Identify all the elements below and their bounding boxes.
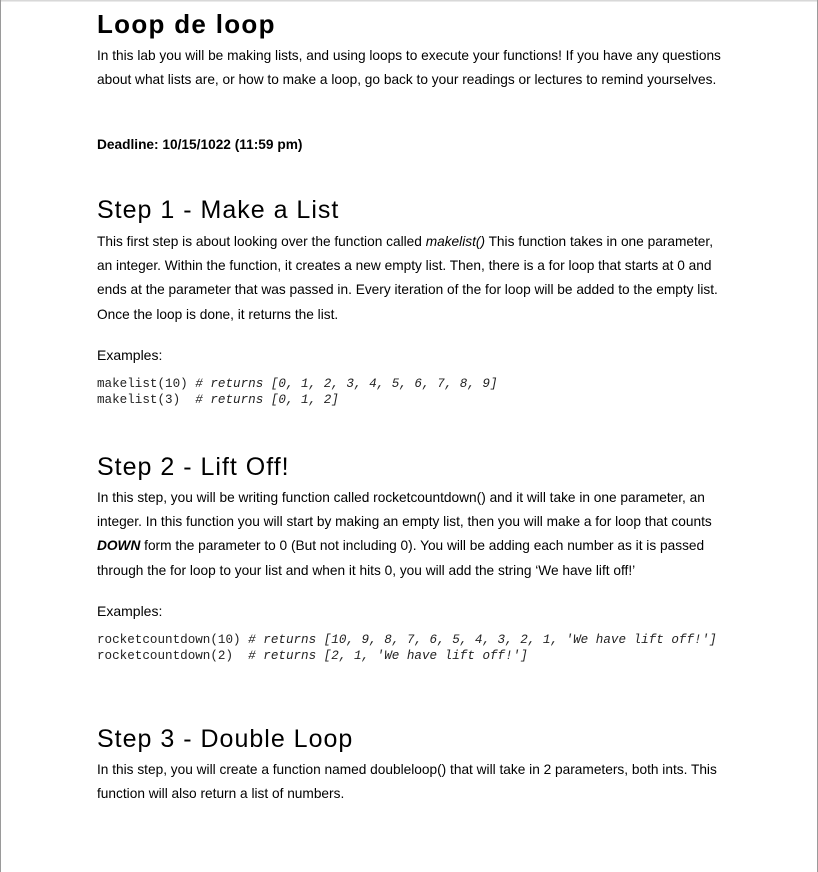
step-2-body-post: form the parameter to 0 (But not including 0). You will be adding each number as it is passed through the for loop to your list and when it hits 0, you will add the string ‘We have lift off!’ [97,538,705,578]
step-1-body-post: This function takes in one parameter, an integer. Within the function, it creates a new empty list. Then, there is a for loop that starts at 0 and ends at the parameter that was passed in. Every iteration of the for loop will be added to the empty list. Once the loop is done, it returns the list. [97,234,718,322]
code-comment: # returns [2, 1, 'We have lift off!'] [248,648,528,663]
step-1-body [97,230,722,327]
deadline-text: Deadline: 10/15/1022 (11:59 pm) [97,137,303,152]
code-comment: # returns [10, 9, 8, 7, 6, 5, 4, 3, 2, 1, 'We have lift off!'] [248,633,717,647]
step-1-function-name: makelist() [425,234,486,249]
code-line [97,633,722,649]
code-call: rocketcountdown(10) [97,633,249,647]
step-2-heading: Step 2 - Lift Off! [97,453,290,481]
page-top-border [0,0,818,2]
code-line [97,393,722,409]
page-title: Loop de loop [97,9,276,39]
code-line [97,649,722,665]
step-3-heading: Step 3 - Double Loop [97,725,354,753]
step-2-body-pre: In this step, you will be writing function called rocketcountdown() and it will take in one parameter, an integer. In this function you will start by making an empty list, then you will make a for loop that counts [97,490,712,530]
step-2-body [97,486,722,583]
page-left-border [0,0,1,872]
intro-paragraph: In this lab you will be making lists, and using loops to execute your functions! If you have any questions about what lists are, or how to make a loop, go back to your readings or lectures to remind yourselves. [97,48,721,88]
step-2-examples-label: Examples: [97,603,163,619]
code-call: rocketcountdown(2) [97,648,249,663]
code-call: makelist(10) [97,377,196,391]
step-2-emphasis: DOWN [97,538,141,554]
code-comment: # returns [0, 1, 2] [195,392,339,407]
code-call: makelist(3) [97,392,196,407]
step-1-body-pre: This first step is about looking over the function called [97,234,426,249]
step-2-code-block [97,633,722,664]
step-1-code-block [97,377,722,408]
step-3-body: In this step, you will create a function named doubleloop() that will take in 2 parameters, both ints. This function will also return a list of numbers. [97,762,717,802]
code-comment: # returns [0, 1, 2, 3, 4, 5, 6, 7, 8, 9] [195,377,498,391]
step-1-heading: Step 1 - Make a List [97,196,340,224]
step-1-examples-label: Examples: [97,347,163,363]
code-line [97,377,722,393]
